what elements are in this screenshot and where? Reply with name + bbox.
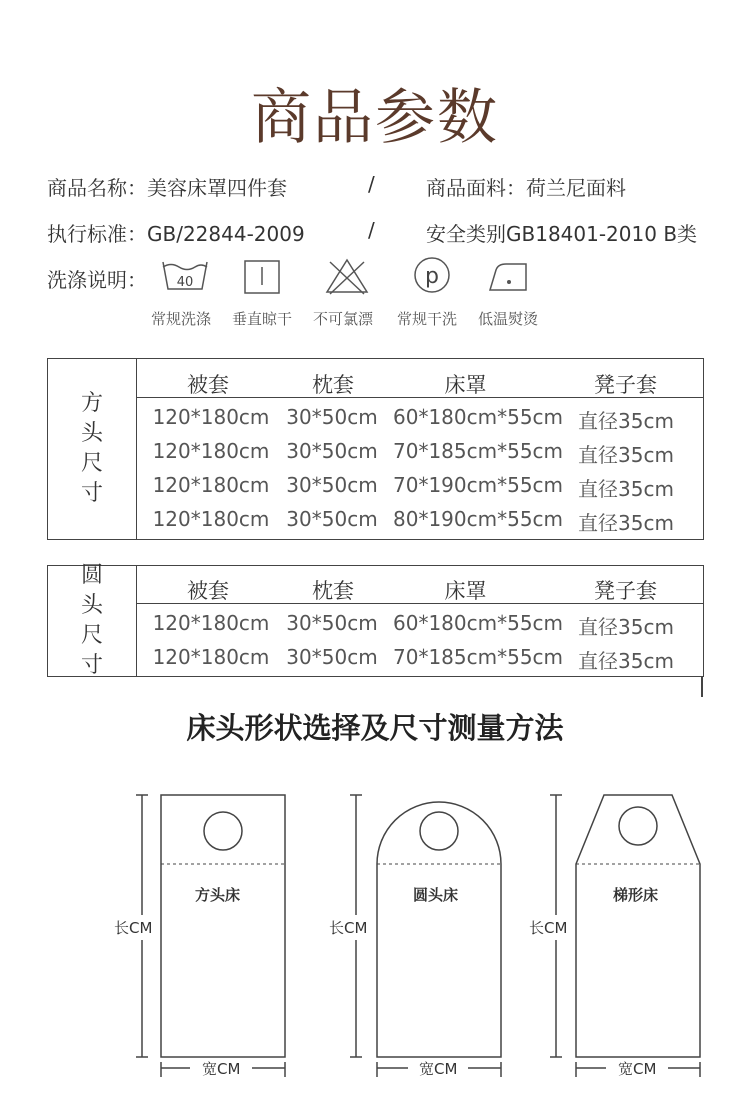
table-cell: 30*50cm <box>286 611 378 635</box>
separator: / <box>368 172 375 196</box>
dry-clean-letter: p <box>425 264 439 289</box>
column-header: 凳子套 <box>594 579 657 603</box>
table-cell: 直径35cm <box>578 615 674 639</box>
separator: / <box>368 218 375 242</box>
width-label: 宽CM <box>199 1058 243 1079</box>
table-cell: 70*185cm*55cm <box>393 439 564 463</box>
column-header: 被套 <box>187 579 229 603</box>
table-cell: 直径35cm <box>578 443 674 467</box>
round-bed-outline <box>377 802 501 1057</box>
length-label: 长CM <box>114 919 153 937</box>
bed-type-label: 圆头床 <box>413 886 459 904</box>
no-bleach-icon <box>322 256 372 296</box>
table-side-label: 圆 头 尺 寸 <box>48 566 137 676</box>
table-cell: 80*190cm*55cm <box>393 507 564 531</box>
length-label: 长CM <box>329 919 368 937</box>
length-label: 长CM <box>529 919 568 937</box>
column-header: 枕套 <box>312 373 354 397</box>
table-cell: 120*180cm <box>152 473 270 497</box>
exec-standard: 执行标准：GB/22844-2009 <box>47 222 305 246</box>
face-hole-icon <box>204 812 242 850</box>
square-size-table <box>47 358 704 540</box>
table-cell: 直径35cm <box>578 511 674 535</box>
care-name: 常规洗涤 <box>151 310 212 328</box>
table-cell: 30*50cm <box>286 439 378 463</box>
care-name: 不可氯漂 <box>313 310 374 328</box>
face-hole-icon <box>619 807 657 845</box>
column-header: 床罩 <box>444 373 487 397</box>
square-bed-outline <box>161 795 285 1057</box>
column-header: 床罩 <box>444 579 487 603</box>
bed-shape-diagrams <box>0 780 750 1090</box>
width-label: 宽CM <box>416 1058 460 1079</box>
column-header: 被套 <box>187 373 229 397</box>
table-cell: 70*185cm*55cm <box>393 645 564 669</box>
care-name: 常规干洗 <box>397 310 458 328</box>
table-cell: 30*50cm <box>286 473 378 497</box>
column-header: 枕套 <box>312 579 354 603</box>
care-name: 垂直晾干 <box>232 310 293 328</box>
table-cell: 60*180cm*55cm <box>393 405 564 429</box>
product-name: 商品名称：美容床罩四件套 <box>47 176 287 200</box>
table-side-label: 方 头 尺 寸 <box>48 359 137 539</box>
width-label: 宽CM <box>615 1058 659 1079</box>
safety-category: 安全类别GB18401-2010 B类 <box>426 222 698 246</box>
product-fabric: 商品面料：荷兰尼面料 <box>426 176 626 200</box>
column-header: 凳子套 <box>594 373 657 397</box>
hang-dry-icon <box>242 259 282 295</box>
table-cell: 30*50cm <box>286 507 378 531</box>
table-cell: 直径35cm <box>578 649 674 673</box>
care-name: 低温熨烫 <box>478 310 539 328</box>
face-hole-icon <box>420 812 458 850</box>
table-cell: 70*190cm*55cm <box>393 473 564 497</box>
table-cell: 120*180cm <box>152 611 270 635</box>
table-cell: 120*180cm <box>152 645 270 669</box>
round-size-table <box>47 565 704 677</box>
divider <box>701 677 703 697</box>
bed-type-label: 方头床 <box>195 886 241 904</box>
table-cell: 120*180cm <box>152 507 270 531</box>
low-iron-icon <box>486 258 532 294</box>
table-cell: 直径35cm <box>578 477 674 501</box>
bed-type-label: 梯形床 <box>613 886 659 904</box>
table-cell: 60*180cm*55cm <box>393 611 564 635</box>
page-title: 商品参数 <box>251 83 499 153</box>
wash-temp: 40 <box>176 275 194 290</box>
table-cell: 直径35cm <box>578 409 674 433</box>
table-cell: 120*180cm <box>152 405 270 429</box>
table-cell: 30*50cm <box>286 645 378 669</box>
table-cell: 120*180cm <box>152 439 270 463</box>
table-cell: 30*50cm <box>286 405 378 429</box>
wash-40-icon <box>160 258 210 294</box>
section-title: 床头形状选择及尺寸测量方法 <box>186 711 564 745</box>
trapezoid-bed-outline <box>576 795 700 1057</box>
wash-label: 洗涤说明： <box>47 268 147 292</box>
dry-clean-icon <box>410 256 454 296</box>
